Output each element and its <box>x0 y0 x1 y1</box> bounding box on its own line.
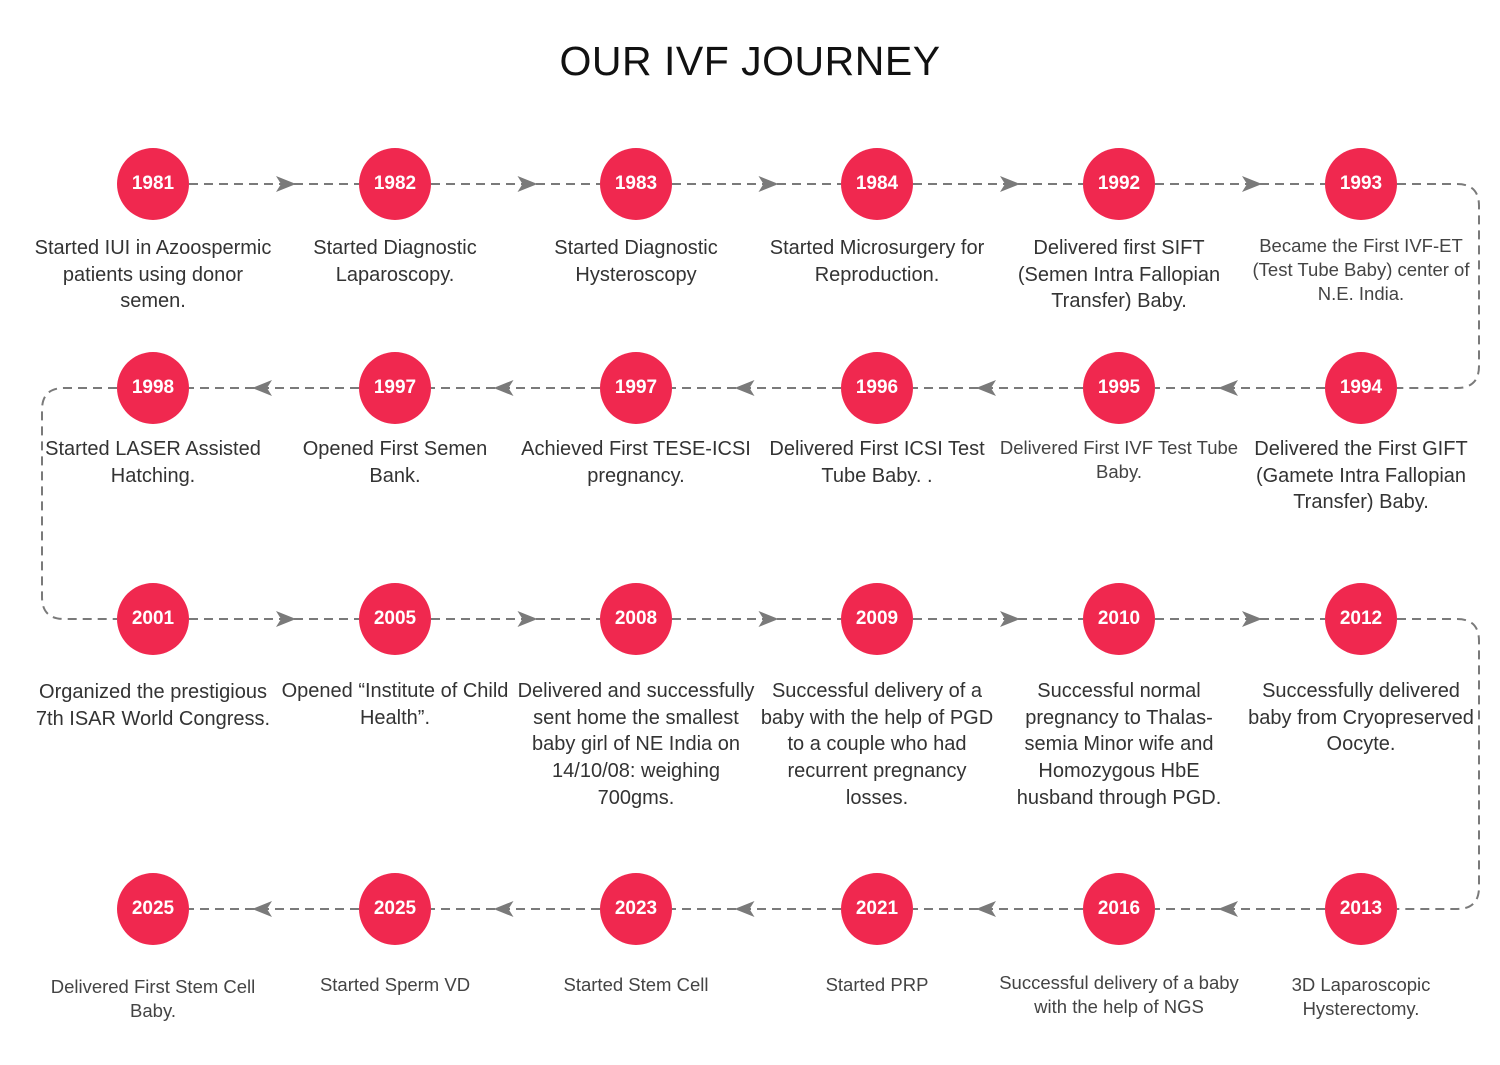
milestone-description: Opened “Institute of Child Health”. <box>281 680 509 729</box>
milestone-description: Opened First Semen Bank. <box>302 438 488 487</box>
milestone-description: Started PRP <box>825 974 929 995</box>
milestone-year-node: 1981 <box>117 148 189 220</box>
milestone-description: Successful normal pregnancy to Thalas-semia Minor wife and Homozygous HbE husband through PGD. <box>1016 680 1222 809</box>
milestone-description: Successful delivery of a baby with the help of PGD to a couple who had recurrent pregnancy losses. <box>760 680 994 809</box>
milestone-description: Became the First IVF-ET (Test Tube Baby) center of N.E. India. <box>1252 235 1470 304</box>
milestone-year-node: 2005 <box>359 583 431 655</box>
milestone-description: Achieved First TESE-ICSI pregnancy. <box>521 438 751 487</box>
turn-connector <box>42 388 117 619</box>
milestone-year-node: 1997 <box>359 352 431 424</box>
milestone-year-node: 1992 <box>1083 148 1155 220</box>
milestone-year-node: 2012 <box>1325 583 1397 655</box>
milestone-description: Started LASER Assisted Hatching. <box>45 438 261 487</box>
milestone-description: Started Microsurgery for Reproduction. <box>769 237 985 286</box>
arrow-right-icon <box>759 176 779 192</box>
milestone-description: 3D Laparoscopic Hysterectomy. <box>1291 974 1431 1019</box>
milestone-year-node: 1994 <box>1325 352 1397 424</box>
milestone-description: Started Diagnostic Laparoscopy. <box>313 237 477 286</box>
arrow-right-icon <box>518 176 538 192</box>
milestone-year-node: 1998 <box>117 352 189 424</box>
milestone-description: Started Stem Cell <box>563 974 709 995</box>
milestone-year-node: 1995 <box>1083 352 1155 424</box>
milestone-year-node: 1983 <box>600 148 672 220</box>
milestone-description: Successful delivery of a baby with the help of NGS <box>999 972 1239 1017</box>
milestone-year-node: 1984 <box>841 148 913 220</box>
milestone-year-node: 1997 <box>600 352 672 424</box>
milestone-year-node: 2010 <box>1083 583 1155 655</box>
arrow-left-icon <box>735 901 755 917</box>
milestone-description: Delivered First ICSI Test Tube Baby. . <box>769 438 985 487</box>
arrow-left-icon <box>494 901 514 917</box>
turn-connector <box>1397 619 1479 909</box>
arrow-left-icon <box>735 380 755 396</box>
milestone-year-node: 2009 <box>841 583 913 655</box>
milestone-year-node: 2013 <box>1325 873 1397 945</box>
milestone-description: Successfully delivered baby from Cryopreserved Oocyte. <box>1248 680 1474 756</box>
milestone-description: Delivered First Stem Cell Baby. <box>50 976 256 1021</box>
milestone-year-node: 2016 <box>1083 873 1155 945</box>
milestone-description: Delivered and successfully sent home the smallest baby girl of NE India on 14/10/08: weighing 700gms. <box>517 680 755 809</box>
milestone-year-node: 1996 <box>841 352 913 424</box>
milestone-description: Started Sperm VD <box>319 974 471 995</box>
milestone-description: Started IUI in Azoospermic patients using donor semen. <box>34 237 272 313</box>
milestone-description: Organized the prestigious 7th ISAR World Congress. <box>35 681 271 730</box>
arrow-left-icon <box>494 380 514 396</box>
milestone-year-node: 1982 <box>359 148 431 220</box>
milestone-year-node: 2025 <box>359 873 431 945</box>
arrow-right-icon <box>759 611 779 627</box>
milestone-year-node: 2021 <box>841 873 913 945</box>
milestone-year-node: 2001 <box>117 583 189 655</box>
milestone-year-node: 2023 <box>600 873 672 945</box>
milestone-description: Delivered first SIFT (Semen Intra Fallopian Transfer) Baby. <box>1017 237 1221 313</box>
milestone-description: Delivered the First GIFT (Gamete Intra Fallopian Transfer) Baby. <box>1254 438 1468 514</box>
milestone-year-node: 2008 <box>600 583 672 655</box>
page-title: OUR IVF JOURNEY <box>559 38 941 84</box>
milestone-description: Started Diagnostic Hysteroscopy <box>554 237 718 286</box>
milestone-description: Delivered First IVF Test Tube Baby. <box>999 437 1239 482</box>
arrow-right-icon <box>518 611 538 627</box>
milestone-year-node: 1993 <box>1325 148 1397 220</box>
milestone-year-node: 2025 <box>117 873 189 945</box>
